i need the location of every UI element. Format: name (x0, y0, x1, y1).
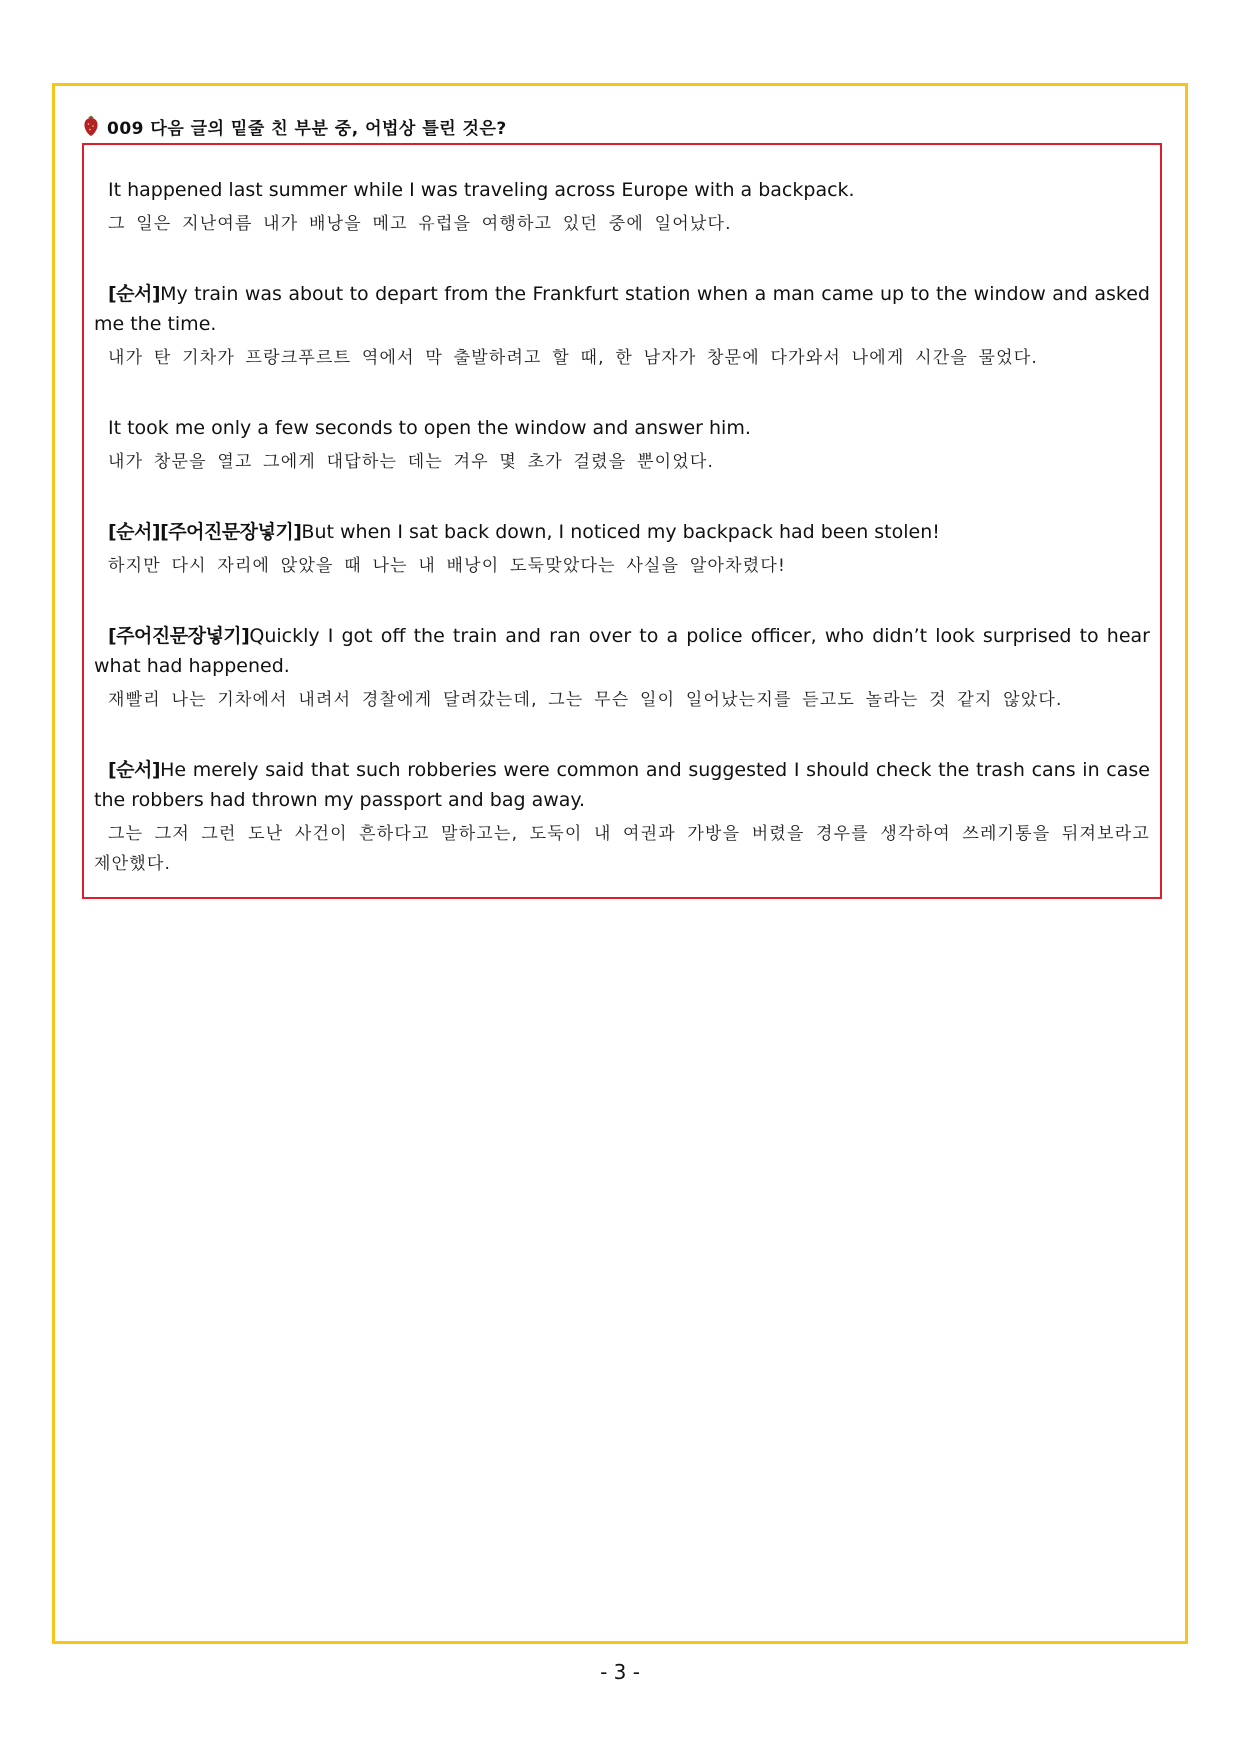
sentence-tag: [순서] (108, 759, 161, 781)
english-sentence (94, 517, 1150, 547)
english-text: It took me only a few seconds to open the window and answer him. (108, 417, 751, 439)
korean-translation: 내가 창문을 열고 그에게 대답하는 데는 겨우 몇 초가 걸렸을 뿐이었다. (108, 452, 715, 472)
english-text: But when I sat back down, I noticed my backpack had been stolen! (301, 521, 940, 543)
passage-paragraph-6 (94, 755, 1150, 879)
english-sentence (94, 175, 1150, 205)
english-sentence (94, 755, 1150, 815)
korean-translation: 하지만 다시 자리에 앉았을 때 나는 내 배낭이 도둑맞았다는 사실을 알아차렸다! (108, 556, 786, 576)
passage-box (82, 143, 1162, 899)
question-header (83, 110, 507, 142)
english-text: He merely said that such robberies were common and suggested I should check the trash cans in case the robbers had thrown my passport and bag away. (94, 759, 1150, 811)
english-text: Quickly I got off the train and ran over to a police officer, who didn’t look surprised to hear what had happened. (94, 625, 1150, 677)
passage-paragraph-1 (94, 175, 1150, 239)
korean-translation: 재빨리 나는 기차에서 내려서 경찰에게 달려갔는데, 그는 무슨 일이 일어났는지를 듣고도 놀라는 것 같지 않았다. (108, 690, 1063, 710)
passage-paragraph-3 (94, 413, 1150, 477)
english-sentence (94, 413, 1150, 443)
sentence-tag: [순서] (108, 283, 161, 305)
korean-translation: 그 일은 지난여름 내가 배낭을 메고 유럽을 여행하고 있던 중에 일어났다. (108, 214, 732, 234)
strawberry-icon (83, 115, 99, 137)
passage-paragraph-5 (94, 621, 1150, 715)
korean-translation: 그는 그저 그런 도난 사건이 흔하다고 말하고는, 도둑이 내 여권과 가방을 버렸을 경우를 생각하여 쓰레기통을 뒤져보라고 제안했다. (94, 824, 1150, 874)
sentence-tag: [주어진문장넣기] (108, 625, 250, 647)
korean-translation: 내가 탄 기차가 프랑크푸르트 역에서 막 출발하려고 할 때, 한 남자가 창문에 다가와서 나에게 시간을 물었다. (108, 348, 1039, 368)
page-number: - 3 - (600, 1660, 640, 1684)
passage-paragraph-2 (94, 279, 1150, 373)
question-title: 009 다음 글의 밑줄 친 부분 중, 어법상 틀린 것은? (107, 118, 507, 139)
english-sentence (94, 279, 1150, 339)
english-text: My train was about to depart from the Frankfurt station when a man came up to the window and asked me the time. (94, 283, 1150, 335)
sentence-tag: [순서][주어진문장넣기] (108, 521, 302, 543)
english-sentence (94, 621, 1150, 681)
passage-paragraph-4 (94, 517, 1150, 581)
english-text: It happened last summer while I was traveling across Europe with a backpack. (108, 179, 855, 201)
